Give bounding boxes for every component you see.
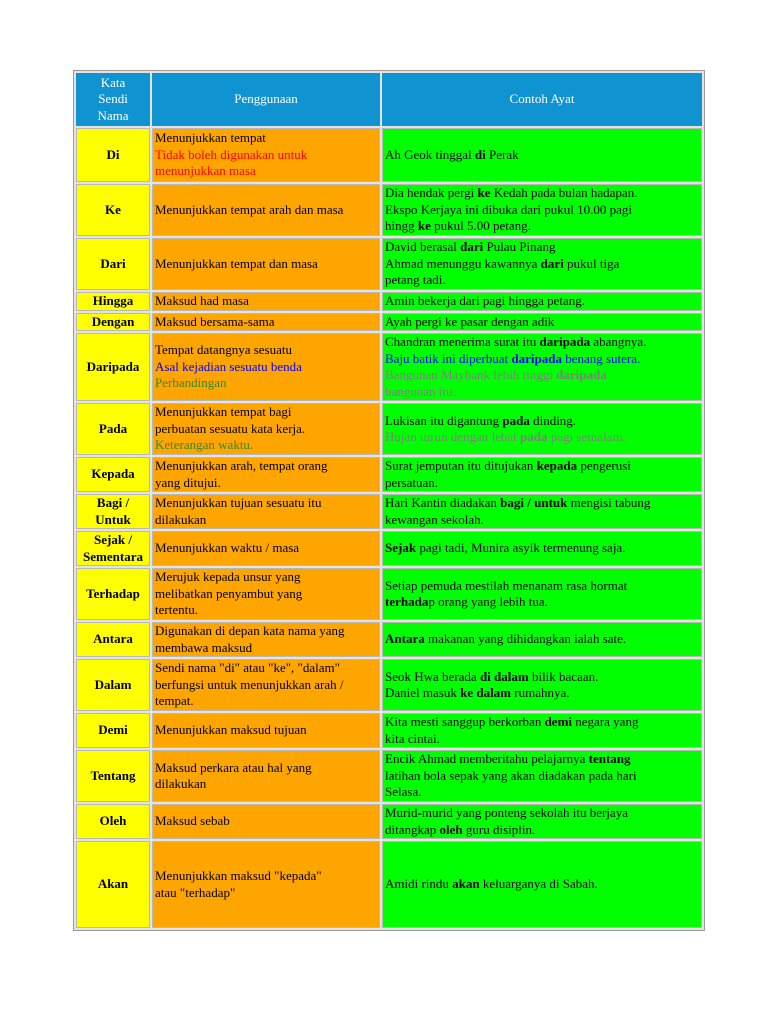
sentence-text: Murid-murid yang ponteng sekolah itu berjaya xyxy=(385,805,628,820)
penggunaan-line: perbuatan sesuatu kata kerja. xyxy=(155,420,306,436)
contoh-ayat-cell xyxy=(382,313,702,332)
kata-sendi-label: Dari xyxy=(100,255,126,271)
kata-sendi-label: Hingga xyxy=(92,293,134,308)
kata-sendi-cell xyxy=(76,622,150,657)
sentence-text: Encik Ahmad memberitahu pelajarnya xyxy=(385,751,589,767)
table-row xyxy=(76,568,702,620)
table-wrapper xyxy=(73,70,705,931)
contoh-ayat-cell xyxy=(382,531,702,566)
contoh-ayat-line xyxy=(385,512,699,529)
sentence-text: kita cintai. xyxy=(385,730,440,746)
contoh-ayat-line xyxy=(385,351,699,368)
penggunaan-cell xyxy=(152,659,380,711)
table-row xyxy=(76,494,702,529)
header-line: Kata xyxy=(100,74,126,90)
kata-sendi-label: Dengan xyxy=(91,313,135,329)
kata-sendi-highlight: tentang xyxy=(588,751,631,767)
contoh-ayat-line xyxy=(385,540,699,557)
sentence-text: Lukisan itu digantung xyxy=(385,412,503,428)
table-row xyxy=(76,659,702,711)
kata-sendi-cell xyxy=(76,313,150,332)
kata-sendi-cell xyxy=(76,804,150,839)
kata-sendi-highlight: daripada xyxy=(556,367,607,382)
penggunaan-line: Menunjukkan maksud "kepada" xyxy=(155,868,322,883)
penggunaan-cell xyxy=(152,713,380,748)
contoh-ayat-cell xyxy=(382,713,702,748)
penggunaan-line: dilakukan xyxy=(155,776,207,791)
sentence-text: pukul tiga xyxy=(563,255,620,271)
contoh-ayat-line xyxy=(385,256,699,273)
contoh-ayat-line xyxy=(385,475,699,492)
penggunaan-cell xyxy=(152,333,380,401)
contoh-ayat-line xyxy=(385,429,699,446)
sentence-text: Dia hendak pergi xyxy=(385,185,478,201)
penggunaan-cell xyxy=(152,292,380,311)
sentence-text: keluarganya di Sabah. xyxy=(479,876,598,892)
penggunaan-line: membawa maksud xyxy=(155,639,253,655)
contoh-ayat-cell xyxy=(382,292,702,311)
kata-sendi-label: Bagi / xyxy=(96,495,130,510)
kata-sendi-highlight: di xyxy=(474,146,486,162)
contoh-ayat-line xyxy=(385,669,699,686)
penggunaan-line: Sendi nama "di" atau "ke", "dalam" xyxy=(155,660,340,676)
contoh-ayat-cell xyxy=(382,128,702,182)
sentence-text: Hujan turun dengan lebat xyxy=(385,429,521,444)
kata-sendi-label: Kepada xyxy=(91,466,135,482)
sentence-text: Ayah pergi ke pasar dengan adik xyxy=(385,313,555,329)
kata-sendi-cell xyxy=(76,841,150,928)
penggunaan-cell xyxy=(152,622,380,657)
contoh-ayat-cell xyxy=(382,568,702,620)
penggunaan-line: Tidak boleh digunakan untuk xyxy=(155,146,308,162)
penggunaan-line: Menunjukkan maksud tujuan xyxy=(155,722,307,738)
sentence-text: Ekspo Kerjaya ini dibuka dari pukul 10.00 pagi xyxy=(385,201,632,217)
contoh-ayat-line xyxy=(385,714,699,731)
penggunaan-line: Menunjukkan tempat arah dan masa xyxy=(155,201,344,217)
contoh-ayat-line xyxy=(385,495,699,512)
penggunaan-line: melibatkan penyambut yang xyxy=(155,585,303,601)
sentence-text: Ahmad menunggu kawannya xyxy=(385,255,541,271)
kata-sendi-highlight: bagi / untuk xyxy=(500,495,568,510)
header-row xyxy=(76,73,702,126)
sentence-text: bangunan itu. xyxy=(385,383,456,399)
table-row xyxy=(76,238,702,290)
kata-sendi-highlight: pada xyxy=(520,429,548,444)
penggunaan-line: Tempat datangnya sesuatu xyxy=(155,342,292,358)
kata-sendi-label: Untuk xyxy=(95,511,131,527)
kata-sendi-cell xyxy=(76,403,150,455)
penggunaan-cell xyxy=(152,750,380,802)
contoh-ayat-line xyxy=(385,314,699,331)
contoh-ayat-line xyxy=(385,458,699,475)
penggunaan-cell xyxy=(152,457,380,492)
header-line: Nama xyxy=(97,107,129,123)
penggunaan-cell xyxy=(152,184,380,236)
penggunaan-line: Menunjukkan tempat xyxy=(155,130,266,146)
kata-sendi-highlight: kepada xyxy=(536,458,578,473)
contoh-ayat-line xyxy=(385,805,699,822)
sentence-text: rumahnya. xyxy=(511,685,570,700)
sentence-text: David berasal xyxy=(385,239,461,255)
sentence-text: Baju batik ini diperbuat xyxy=(385,350,512,366)
sentence-text: Ah Geok tinggal xyxy=(385,146,475,162)
penggunaan-line: Keterangan waktu. xyxy=(155,437,254,453)
kata-sendi-cell xyxy=(76,713,150,748)
kata-sendi-label: Akan xyxy=(97,876,129,892)
sentence-text: petang tadi. xyxy=(385,272,446,288)
table-row xyxy=(76,622,702,657)
sentence-text: pagi tadi, Munira asyik termenung saja. xyxy=(416,540,626,556)
kata-sendi-cell xyxy=(76,659,150,711)
penggunaan-line: Menunjukkan arah, tempat orang xyxy=(155,458,328,473)
kata-sendi-cell xyxy=(76,750,150,802)
sentence-text: kewangan sekolah. xyxy=(385,511,484,527)
kata-sendi-label: Daripada xyxy=(86,358,140,374)
penggunaan-line: Perbandingan xyxy=(155,375,227,391)
kata-sendi-label: Demi xyxy=(98,722,128,738)
header-line: Sendi xyxy=(98,91,128,107)
contoh-ayat-cell xyxy=(382,457,702,492)
table-row xyxy=(76,333,702,401)
table-row xyxy=(76,184,702,236)
contoh-ayat-cell xyxy=(382,184,702,236)
contoh-ayat-line xyxy=(385,685,699,702)
contoh-ayat-cell xyxy=(382,622,702,657)
kata-sendi-label: Terhadap xyxy=(86,585,140,601)
penggunaan-cell xyxy=(152,804,380,839)
contoh-ayat-line xyxy=(385,578,699,595)
sentence-text: p orang yang lebih tua. xyxy=(428,594,548,609)
sentence-text: mengisi tabung xyxy=(567,495,651,510)
contoh-ayat-line xyxy=(385,731,699,748)
penggunaan-line: Merujuk kepada unsur yang xyxy=(155,569,301,585)
sentence-text: negara yang xyxy=(572,714,639,729)
sentence-text: Chandran menerima surat itu xyxy=(385,334,540,349)
sentence-text: Pulau Pinang xyxy=(483,239,556,255)
penggunaan-line: Maksud sebab xyxy=(155,813,230,829)
penggunaan-line: berfungsi untuk menunjukkan arah / xyxy=(155,676,344,692)
sentence-text: Selasa. xyxy=(385,784,422,800)
sentence-text: guru disiplin. xyxy=(462,821,536,837)
table-row xyxy=(76,128,702,182)
penggunaan-line: menunjukkan masa xyxy=(155,163,256,179)
kata-sendi-label: Pada xyxy=(98,420,128,436)
kata-sendi-cell xyxy=(76,457,150,492)
header-contoh-ayat: Contoh Ayat xyxy=(382,73,702,126)
table-row xyxy=(76,403,702,455)
penggunaan-cell xyxy=(152,403,380,455)
contoh-ayat-cell xyxy=(382,841,702,928)
penggunaan-cell xyxy=(152,841,380,928)
kata-sendi-cell xyxy=(76,531,150,566)
penggunaan-line: atau "terhadap" xyxy=(155,884,236,900)
kata-sendi-highlight: Antara xyxy=(385,631,425,647)
penggunaan-line: Asal kejadian sesuatu benda xyxy=(155,358,302,374)
sentence-text: ditangkap xyxy=(385,821,440,837)
kata-sendi-highlight: dari xyxy=(460,239,484,255)
penggunaan-cell xyxy=(152,494,380,529)
kata-sendi-cell xyxy=(76,568,150,620)
table-row xyxy=(76,750,702,802)
kata-sendi-highlight: di dalam xyxy=(479,668,529,684)
contoh-ayat-line xyxy=(385,631,699,648)
penggunaan-cell xyxy=(152,128,380,182)
kata-sendi-label: Ke xyxy=(105,201,121,217)
kata-sendi-highlight: oleh xyxy=(439,821,463,837)
kata-sendi-highlight: dari xyxy=(540,255,564,271)
penggunaan-line: Maksud bersama-sama xyxy=(155,313,275,329)
table-row xyxy=(76,841,702,928)
kata-sendi-label: Sejak / xyxy=(94,532,132,547)
contoh-ayat-line xyxy=(385,784,699,801)
contoh-ayat-line xyxy=(385,594,699,611)
contoh-ayat-line xyxy=(385,384,699,401)
sentence-text: Setiap pemuda mestilah menanam rasa hormat xyxy=(385,577,628,593)
sentence-text: pengerusi xyxy=(577,458,631,473)
kata-sendi-highlight: terhada xyxy=(385,594,429,609)
kata-sendi-cell xyxy=(76,128,150,182)
penggunaan-line: Maksud had masa xyxy=(155,293,249,308)
table-row xyxy=(76,457,702,492)
sentence-text: Kita mesti sanggup berkorban xyxy=(385,714,545,729)
penggunaan-cell xyxy=(152,531,380,566)
kata-sendi-highlight: demi xyxy=(544,714,573,729)
sentence-text: Amin bekerja dari pagi hingga petang. xyxy=(385,293,585,308)
contoh-ayat-line xyxy=(385,876,699,893)
sentence-text: makanan yang dihidangkan ialah sate. xyxy=(424,631,627,647)
penggunaan-line: tempat. xyxy=(155,693,194,709)
sentence-text: Daniel masuk xyxy=(385,685,461,700)
table-row xyxy=(76,313,702,332)
penggunaan-line: Menunjukkan tempat dan masa xyxy=(155,255,318,271)
sentence-text: bilik bacaan. xyxy=(528,668,599,684)
kata-sendi-highlight: ke dalam xyxy=(460,685,512,700)
contoh-ayat-cell xyxy=(382,238,702,290)
table-row xyxy=(76,804,702,839)
sentence-text: Kedah pada bulan hadapan. xyxy=(490,185,638,201)
kata-sendi-highlight: ke xyxy=(417,218,431,234)
penggunaan-cell xyxy=(152,313,380,332)
sentence-text: latihan bola sepak yang akan diadakan pada hari xyxy=(385,767,637,783)
contoh-ayat-line xyxy=(385,185,699,202)
kata-sendi-cell xyxy=(76,292,150,311)
table-row xyxy=(76,292,702,311)
contoh-ayat-cell xyxy=(382,659,702,711)
kata-sendi-label: Oleh xyxy=(99,813,127,829)
penggunaan-line: Menunjukkan tujuan sesuatu itu xyxy=(155,495,322,510)
penggunaan-line: Digunakan di depan kata nama yang xyxy=(155,623,345,638)
contoh-ayat-line xyxy=(385,239,699,256)
kata-sendi-highlight: ke xyxy=(477,185,491,201)
sentence-text: pukul 5.00 petang. xyxy=(430,218,531,234)
table-row xyxy=(76,531,702,566)
penggunaan-line: yang ditujui. xyxy=(155,474,221,490)
sentence-text: persatuan. xyxy=(385,474,439,490)
contoh-ayat-line xyxy=(385,147,699,164)
sentence-text: pagi semalam. xyxy=(547,429,626,444)
contoh-ayat-line xyxy=(385,334,699,351)
contoh-ayat-line xyxy=(385,751,699,768)
sentence-text: dinding. xyxy=(529,412,577,428)
sentence-text: abangnya. xyxy=(590,334,647,349)
sentence-text: Hari Kantin diadakan xyxy=(385,495,501,510)
kata-sendi-cell xyxy=(76,333,150,401)
kata-sendi-label: Antara xyxy=(93,631,133,647)
kata-sendi-highlight: daripada xyxy=(511,350,562,366)
kata-sendi-label: Di xyxy=(106,146,120,162)
contoh-ayat-cell xyxy=(382,750,702,802)
kata-sendi-cell xyxy=(76,494,150,529)
contoh-ayat-line xyxy=(385,822,699,839)
penggunaan-line: Menunjukkan tempat bagi xyxy=(155,404,292,420)
sentence-text: Bangunan Maybank lebih tinggi xyxy=(385,367,557,382)
penggunaan-cell xyxy=(152,568,380,620)
contoh-ayat-line xyxy=(385,293,699,310)
contoh-ayat-line xyxy=(385,272,699,289)
penggunaan-line: Maksud perkara atau hal yang xyxy=(155,759,312,775)
kata-sendi-label: Dalam xyxy=(94,676,132,692)
contoh-ayat-line xyxy=(385,413,699,430)
contoh-ayat-cell xyxy=(382,804,702,839)
kata-sendi-highlight: daripada xyxy=(539,334,591,349)
sentence-text: Amidi rindu xyxy=(385,876,453,892)
penggunaan-line: Menunjukkan waktu / masa xyxy=(155,540,300,556)
table-row xyxy=(76,713,702,748)
contoh-ayat-cell xyxy=(382,494,702,529)
sentence-text: Surat jemputan itu ditujukan xyxy=(385,458,537,473)
penggunaan-line: dilakukan xyxy=(155,511,207,527)
penggunaan-line: tertentu. xyxy=(155,602,198,618)
contoh-ayat-line xyxy=(385,367,699,384)
contoh-ayat-cell xyxy=(382,333,702,401)
contoh-ayat-line xyxy=(385,202,699,219)
table-body xyxy=(76,128,702,928)
sentence-text: Perak xyxy=(485,146,519,162)
contoh-ayat-line xyxy=(385,768,699,785)
contoh-ayat-cell xyxy=(382,403,702,455)
kata-sendi-label: Tentang xyxy=(90,767,136,783)
kata-sendi-cell xyxy=(76,238,150,290)
header-penggunaan: Penggunaan xyxy=(152,73,380,126)
kata-sendi-nama-table xyxy=(73,70,705,931)
contoh-ayat-line xyxy=(385,218,699,235)
kata-sendi-highlight: pada xyxy=(502,412,530,428)
kata-sendi-cell xyxy=(76,184,150,236)
header-kata-sendi-nama xyxy=(76,73,150,126)
sentence-text: Seok Hwa berada xyxy=(385,668,480,684)
kata-sendi-highlight: akan xyxy=(452,876,480,892)
penggunaan-cell xyxy=(152,238,380,290)
kata-sendi-highlight: Sejak xyxy=(385,540,417,556)
kata-sendi-label: Sementara xyxy=(83,548,143,564)
sentence-text: hingg xyxy=(385,218,418,234)
sentence-text: benang sutera. xyxy=(561,350,641,366)
